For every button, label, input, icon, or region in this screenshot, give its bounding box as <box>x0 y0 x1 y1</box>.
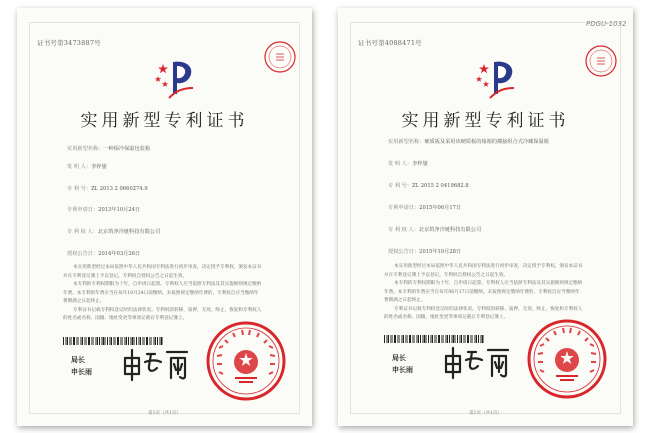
page-indicator: 第1页（共1页） <box>469 411 502 416</box>
certificate-number: 证书号第4088471号 <box>358 39 422 47</box>
officer-name: 申长雨 <box>392 365 413 374</box>
officer-title: 局长 <box>71 355 85 364</box>
official-seal-icon <box>526 318 608 400</box>
field-patent-number: 专 利 号：ZL 2013 2 0660274.9 <box>67 186 148 192</box>
body-paragraph: 本实用新型经过本局依照中华人民共和国专利法进行初步审查，决定授予专利权，颁发本证书并在专利登记簿上予以登记。专利权自授权公告之日起生效。 <box>384 264 583 278</box>
body-paragraph: 专利证书记载专利权登记时的法律状况。专利权的转移、质押、无效、终止、恢复和专利权人的姓名或名称、国籍、地址变更等事项记载在专利登记簿上。 <box>63 307 262 321</box>
handwritten-note: PDGU-1032 <box>586 20 627 28</box>
officer-title: 局长 <box>392 353 406 362</box>
field-patent-number: 专 利 号：ZL 2015 2 0419682.8 <box>388 183 469 189</box>
certificate-number: 证书号第3473887号 <box>37 39 101 47</box>
field-utility-name: 实用新型名称：一种保冷保温包装箱 <box>67 146 151 152</box>
body-paragraph: 本专利的专利权期限为十年，自申请日起算。专利权人应当依照专利法及其实施细则规定缴纳年费。本专利的年费应当在每年10月24日前缴纳。未按照规定缴纳年费的，专利权自应当缴纳年费期满之日起终止。 <box>63 282 262 304</box>
official-seal-icon <box>205 320 287 402</box>
page-indicator: 第1页（共1页） <box>148 411 181 416</box>
body-paragraph: 本实用新型经过本局依照中华人民共和国专利法进行初步审查，决定授予专利权，颁发本证书并在专利登记簿上予以登记。专利权自授权公告之日起生效。 <box>63 265 262 279</box>
field-inventor: 发 明 人：李梓鋆 <box>67 164 107 170</box>
field-grant-date: 授权公告日：2014年03月26日 <box>67 251 141 257</box>
certificate-title: 实用新型专利证书 <box>80 111 249 131</box>
field-utility-name: 实用新型名称：硬质板及采用该硬质板的箱箱的插接组合式冷藏保温箱 <box>388 139 549 145</box>
certificate-title: 实用新型专利证书 <box>401 111 570 131</box>
certificate-body-text <box>384 263 584 323</box>
field-patentee: 专 利 权 人：北京筑净冷链科技有限公司 <box>67 229 161 235</box>
field-application-date: 专利申请日：2013年10月24日 <box>67 207 141 213</box>
certificate-body-text <box>63 264 263 324</box>
body-paragraph: 专利证书记载专利权登记时的法律状况。专利权的转移、质押、无效、终止、恢复和专利权人的姓名或名称、国籍、地址变更等事项记载在专利登记簿上。 <box>384 306 583 320</box>
field-inventor: 发 明 人：李梓鋆 <box>388 161 428 167</box>
officer-name: 申长雨 <box>71 367 92 376</box>
field-patentee: 专 利 权 人：北京筑净冷链科技有限公司 <box>388 227 482 233</box>
patent-office-logo-icon <box>151 54 199 102</box>
approval-stamp-icon <box>584 44 618 78</box>
signature-icon <box>442 342 512 382</box>
approval-stamp-icon <box>263 40 297 74</box>
signature-icon <box>121 344 191 384</box>
patent-office-logo-icon <box>472 54 520 102</box>
patent-certificate-left <box>17 8 312 426</box>
body-paragraph: 本专利的专利权期限为十年，自申请日起算。专利权人应当依照专利法及其实施细则规定缴纳年费。本专利的年费应当在每年06月17日前缴纳。未按照规定缴纳年费的，专利权自应当缴纳年费期满之日起终止。 <box>384 281 583 303</box>
patent-certificate-right <box>338 8 633 426</box>
field-grant-date: 授权公告日：2015年10月28日 <box>388 249 462 255</box>
field-application-date: 专利申请日：2015年06月17日 <box>388 205 462 211</box>
